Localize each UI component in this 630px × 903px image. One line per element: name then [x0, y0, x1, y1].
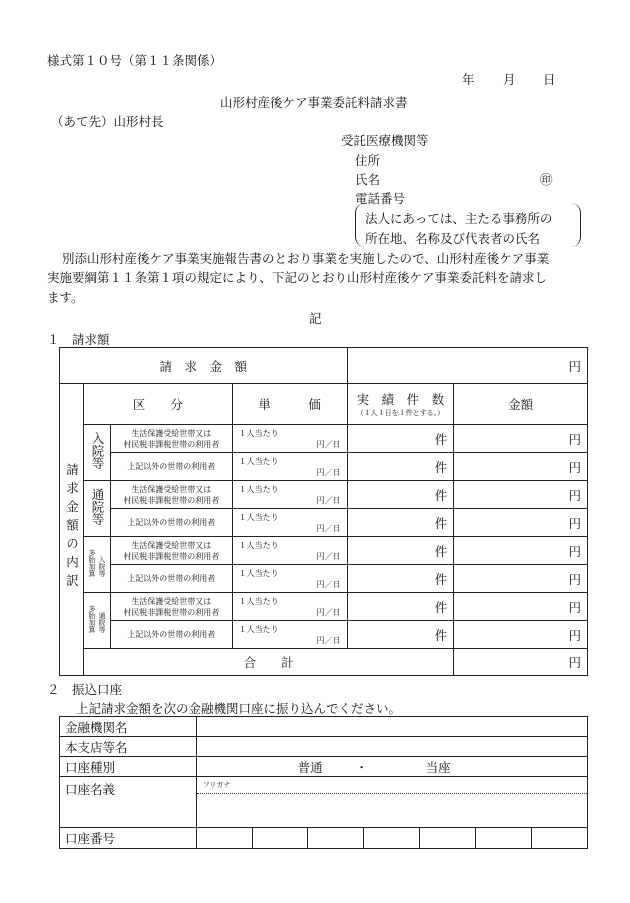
count-cell: 件	[347, 621, 454, 649]
unit-price-cell: １人当たり 円／日	[232, 593, 347, 621]
unit-price-cell: １人当たり 円／日	[232, 565, 347, 593]
account-type-label: 口座種別	[60, 757, 197, 777]
unit-price-cell: １人当たり 円／日	[232, 537, 347, 565]
type-welfare: 生活保護受給世帯又は 村民税非課税世帯の利用者	[110, 481, 232, 509]
type-separator: ・	[355, 759, 368, 775]
body-line-2: 実施要綱第１１条第１項の規定により、下記のとおり山形村産後ケア事業委託料を請求し	[47, 270, 548, 285]
category-inpatient: 入院等	[83, 425, 110, 481]
type-other: 上記以外の世帯の利用者	[110, 565, 232, 593]
unit-price-cell: １人当たり 円／日	[232, 453, 347, 481]
section-1-heading: １ 請求額	[47, 332, 110, 347]
account-digit[interactable]	[532, 827, 588, 848]
unit-price-cell: １人当たり 円／日	[232, 425, 347, 453]
type-toza[interactable]: 当座	[425, 759, 451, 775]
section-2-heading: ２ 振込口座	[47, 682, 123, 697]
category-multiple-inpatient: 多胎加算 入院等	[83, 537, 110, 593]
type-other: 上記以外の世帯の利用者	[110, 621, 232, 649]
branch-field[interactable]	[196, 737, 587, 757]
bank-name-label: 金融機関名	[60, 717, 197, 737]
type-futsu[interactable]: 普通	[297, 759, 323, 775]
type-other: 上記以外の世帯の利用者	[110, 509, 232, 537]
breakdown-label: 請求金額の内訳	[60, 384, 84, 676]
account-digit[interactable]	[476, 827, 532, 848]
unit-price-cell: １人当たり 円／日	[232, 509, 347, 537]
amount-cell: 円	[454, 425, 588, 453]
holder-label: 口座名義	[60, 777, 197, 827]
account-digit[interactable]	[308, 827, 364, 848]
document-title: 山形村産後ケア事業委託料請求書	[220, 95, 408, 110]
branch-label: 本支店等名	[60, 737, 197, 757]
amount-cell: 円	[454, 593, 588, 621]
furigana-label: フリガナ	[197, 777, 587, 794]
note-line-2: 所在地、名称及び代表者の氏名	[365, 231, 541, 246]
total-yen: 円	[347, 348, 588, 384]
type-other: 上記以外の世帯の利用者	[110, 453, 232, 481]
date-month: 月	[503, 72, 516, 87]
bank-name-field[interactable]	[196, 717, 587, 737]
applicant-phone: 電話番号	[355, 191, 406, 206]
type-welfare: 生活保護受給世帯又は 村民税非課税世帯の利用者	[110, 593, 232, 621]
total-label: 請 求 金 額	[60, 348, 348, 384]
amount-cell: 円	[454, 509, 588, 537]
amount-cell: 円	[454, 537, 588, 565]
seal-mark: ㊞	[540, 172, 553, 187]
bank-table	[59, 716, 588, 849]
ki-heading: 記	[309, 311, 322, 326]
account-digit[interactable]	[196, 827, 252, 848]
account-type-field[interactable]	[196, 757, 587, 777]
count-cell: 件	[347, 481, 454, 509]
sum-label: 合 計	[83, 649, 453, 676]
count-cell: 件	[347, 537, 454, 565]
amount-cell: 円	[454, 453, 588, 481]
category-multiple-outpatient: 多胎加算 通院等	[83, 593, 110, 649]
account-number-label: 口座番号	[60, 827, 197, 848]
note-line-1: 法人にあっては、主たる事務所の	[365, 211, 553, 226]
amount-cell: 円	[454, 565, 588, 593]
body-line-1: 別添山形村産後ケア事業実施報告書のとおり事業を実施したので、山形村産後ケア事業	[62, 251, 550, 266]
header-jisseki: 実 績 件 数 （１人１日を１件とする。）	[347, 384, 454, 425]
amount-cell: 円	[454, 621, 588, 649]
claim-table	[59, 347, 588, 676]
unit-price-cell: １人当たり 円／日	[232, 481, 347, 509]
type-welfare: 生活保護受給世帯又は 村民税非課税世帯の利用者	[110, 537, 232, 565]
addressee: （あて先）山形村長	[51, 114, 164, 129]
account-digit[interactable]	[252, 827, 308, 848]
count-cell: 件	[347, 453, 454, 481]
header-tanka: 単 価	[232, 384, 347, 425]
count-cell: 件	[347, 509, 454, 537]
transfer-note: 上記請求金額を次の金融機関口座に振り込んでください。	[76, 701, 402, 716]
unit-price-cell: １人当たり 円／日	[232, 621, 347, 649]
account-digit[interactable]	[420, 827, 476, 848]
count-cell: 件	[347, 425, 454, 453]
date-day: 日	[543, 72, 556, 87]
header-kingaku: 金額	[454, 384, 588, 425]
applicant-address: 住所	[355, 153, 381, 168]
count-cell: 件	[347, 565, 454, 593]
count-cell: 件	[347, 593, 454, 621]
form-number: 様式第１０号（第１１条関係）	[47, 53, 223, 68]
category-outpatient: 通院等	[83, 481, 110, 537]
account-digit[interactable]	[364, 827, 420, 848]
body-line-3: ます。	[47, 290, 84, 305]
type-welfare: 生活保護受給世帯又は 村民税非課税世帯の利用者	[110, 425, 232, 453]
header-kubun: 区 分	[83, 384, 232, 425]
applicant-name: 氏名	[355, 172, 381, 187]
date-year: 年	[462, 72, 475, 87]
holder-field[interactable]	[196, 777, 587, 827]
amount-cell: 円	[454, 481, 588, 509]
applicant-org: 受託医療機関等	[341, 133, 429, 148]
sum-yen: 円	[454, 649, 588, 676]
